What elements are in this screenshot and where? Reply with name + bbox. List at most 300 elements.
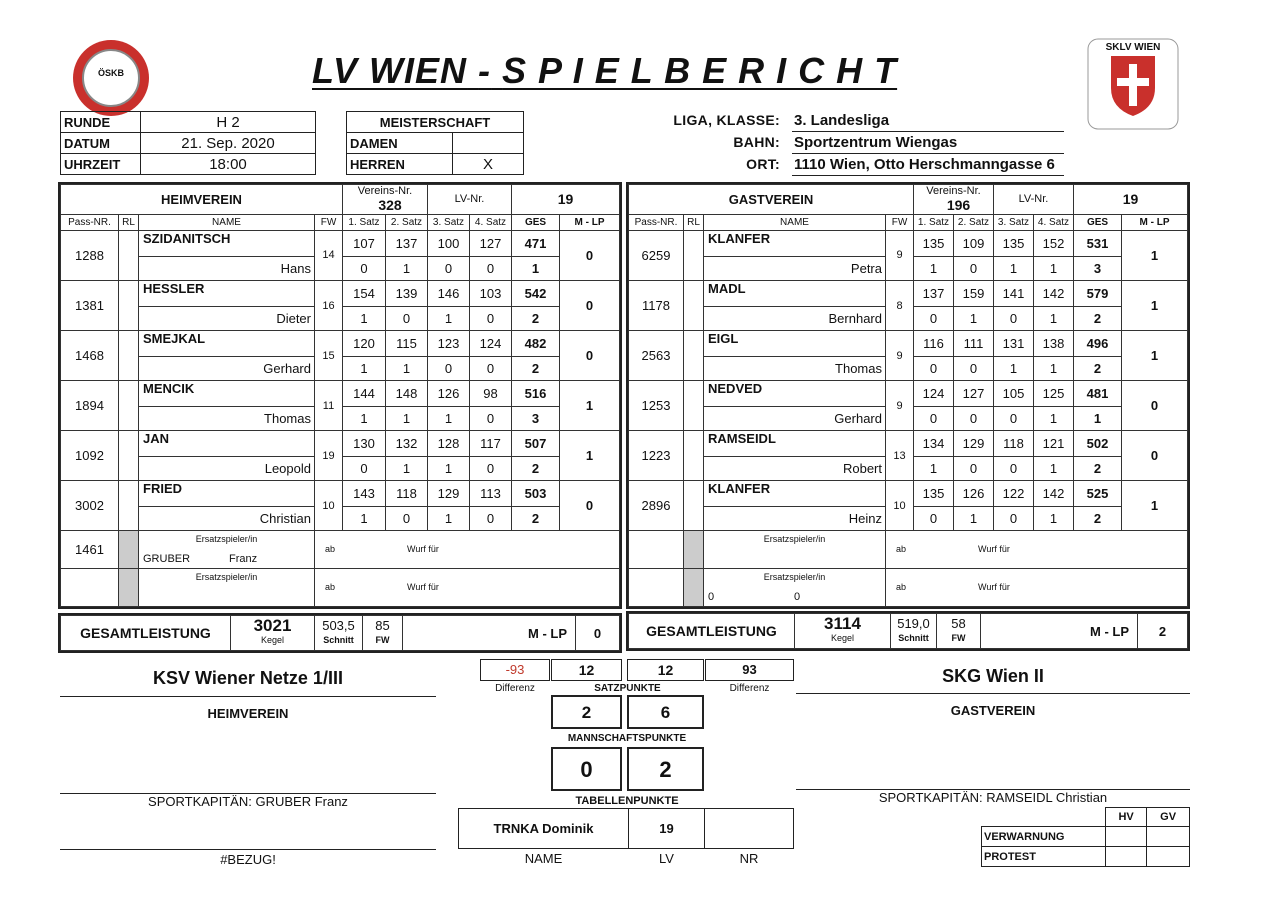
guest-team-name: SKG Wien II [942,666,1044,686]
player-first-name: Heinz [704,506,886,531]
meisterschaft-label: MEISTERSCHAFT [347,112,524,133]
home-sub1-name: GRUBER [143,553,191,566]
player-pass: 1223 [629,431,684,481]
player-set-score: 144 [343,381,386,407]
guest-sub1-label: Ersatzspieler/in [763,534,826,545]
player-last-name: SZIDANITSCH [139,230,315,256]
player-rl [684,381,704,431]
guest-total-kegel: 3114 [824,614,861,633]
player-fw: 10 [886,481,914,531]
player-fw: 11 [315,381,343,431]
home-total-kegel: 3021 [253,616,292,635]
player-set-point: 0 [470,456,512,481]
player-mlp: 0 [560,230,620,280]
verwarnung-hv [1106,827,1147,847]
player-set-point: 0 [428,256,470,281]
bahn-value: Sportzentrum Wiengas [792,132,1064,154]
title-dash: - [478,50,492,91]
home-player-row [61,230,620,256]
player-set-score: 116 [914,331,954,357]
player-mlp: 1 [560,431,620,481]
home-captain [60,794,436,809]
player-first-name: Petra [704,256,886,281]
mannschaftspunkte-label: MANNSCHAFTSPUNKTE [567,733,687,744]
home-sub1-pass: 1461 [61,531,119,569]
home-total-box [58,613,622,653]
satz-guest: 12 [627,659,704,681]
player-set-score: 125 [1034,381,1074,407]
guest-sub-row [629,569,1188,607]
home-sub2-rl [119,569,139,607]
satzpunkte-label: SATZPUNKTE [594,683,661,694]
player-set-score: 137 [386,230,428,256]
player-first-name: Leopold [139,456,315,481]
player-set-score: 130 [343,431,386,457]
mannschaft-home: 2 [551,695,622,729]
player-ges: 516 [512,381,560,407]
col-mlp: M - LP [560,214,620,230]
guest-captain-label: SPORTKAPITÄN: [878,790,983,805]
player-set-score: 129 [954,431,994,457]
player-first-name: Thomas [704,356,886,381]
guest-total-fw: 58 [951,616,966,631]
player-set-score: 141 [994,281,1034,307]
player-set-score: 129 [428,481,470,507]
home-player-row [61,381,620,407]
player-set-point: 0 [994,306,1034,331]
referee-lv-label: LV [629,849,705,869]
guest-captain [796,790,1190,805]
col-pass: Pass-NR. [629,214,684,230]
player-rl [684,230,704,280]
player-ges: 579 [1074,281,1122,307]
guest-sub2-rl [684,569,704,607]
player-fw: 9 [886,230,914,280]
player-rl [119,230,139,280]
player-set-score: 128 [428,431,470,457]
player-mlp: 0 [560,281,620,331]
home-vereins-label: Vereins-Nr. [357,185,413,198]
player-set-score: 122 [994,481,1034,507]
player-pass: 1288 [61,230,119,280]
player-mlp: 1 [1122,331,1188,381]
player-fw: 10 [315,481,343,531]
player-set-score: 123 [428,331,470,357]
home-player-row [61,281,620,307]
player-mlp: 1 [1122,481,1188,531]
col-pass: Pass-NR. [61,214,119,230]
referee-lv: 19 [629,809,705,849]
liga-label: LIGA, KLASSE: [673,112,780,128]
player-first-name: Gerhard [704,406,886,431]
player-pass: 1178 [629,281,684,331]
home-total-mlp-label: M - LP [403,616,576,651]
player-set-score: 146 [428,281,470,307]
player-set-score: 118 [994,431,1034,457]
player-ges: 502 [1074,431,1122,457]
player-first-name: Bernhard [704,306,886,331]
player-pass: 1092 [61,431,119,481]
tabellenpunkte-label: TABELLENPUNKTE [575,795,679,807]
col-s1: 1. Satz [343,214,386,230]
player-set-point: 1 [1034,356,1074,381]
player-first-name: Robert [704,456,886,481]
player-set-score: 142 [1034,481,1074,507]
player-set-point: 1 [914,456,954,481]
col-ges: GES [512,214,560,230]
home-player-row [61,331,620,357]
col-s3: 3. Satz [428,214,470,230]
home-lv-label: LV-Nr. [454,193,485,206]
guest-player-row [629,331,1188,357]
guest-sub2-first: 0 [794,591,801,603]
col-fw: FW [315,214,343,230]
title-lv-wien: LV WIEN [312,50,468,91]
player-set-point: 0 [914,406,954,431]
datum-label: DATUM [61,133,141,154]
player-last-name: MENCIK [139,381,315,407]
player-set-point: 1 [343,356,386,381]
verwarnung-gv [1147,827,1190,847]
player-sp-total: 1 [1074,406,1122,431]
referee-name: TRNKA Dominik [459,809,629,849]
player-set-score: 117 [470,431,512,457]
player-set-score: 135 [914,481,954,507]
home-role: HEIMVEREIN [207,706,289,721]
player-last-name: JAN [139,431,315,457]
player-set-point: 0 [470,406,512,431]
player-set-score: 152 [1034,230,1074,256]
player-set-score: 135 [914,230,954,256]
col-mlp: M - LP [1122,214,1188,230]
player-set-point: 1 [343,406,386,431]
col-s4: 4. Satz [470,214,512,230]
match-info-table [60,111,316,175]
player-set-score: 103 [470,281,512,307]
player-set-score: 124 [470,331,512,357]
col-ges: GES [1074,214,1122,230]
guest-total-schnitt-label: Schnitt [898,633,929,643]
guest-total-kegel-label: Kegel [830,633,855,643]
home-sub1-label: Ersatzspieler/in [195,534,258,545]
player-rl [119,481,139,531]
player-rl [119,331,139,381]
player-first-name: Gerhard [139,356,315,381]
player-pass: 1894 [61,381,119,431]
home-sub1-first: Franz [229,553,258,566]
player-set-score: 124 [914,381,954,407]
player-set-point: 0 [954,406,994,431]
home-sub1-rl [119,531,139,569]
player-first-name: Thomas [139,406,315,431]
player-set-point: 1 [1034,406,1074,431]
player-set-point: 1 [1034,506,1074,531]
player-set-score: 126 [428,381,470,407]
player-mlp: 1 [560,381,620,431]
player-mlp: 0 [560,481,620,531]
guest-player-row [629,431,1188,457]
guest-sub2-label: Ersatzspieler/in [763,572,826,583]
player-sp-total: 2 [1074,506,1122,531]
player-sp-total: 2 [1074,456,1122,481]
home-captain-name: GRUBER Franz [255,794,348,809]
guest-lv-label: LV-Nr. [1018,193,1049,206]
referee-nr [705,809,794,849]
player-mlp: 0 [560,331,620,381]
player-set-point: 0 [994,456,1034,481]
player-mlp: 1 [1122,230,1188,280]
player-set-score: 131 [994,331,1034,357]
player-first-name: Christian [139,506,315,531]
guest-lv-nr: 19 [1074,185,1188,215]
referee-name-label: NAME [459,849,629,869]
player-sp-total: 2 [512,306,560,331]
sklv-wien-logo-text: SKLV WIEN [1105,42,1161,53]
player-pass: 1381 [61,281,119,331]
player-mlp: 1 [1122,281,1188,331]
home-total-kegel-label: Kegel [260,635,285,645]
home-sub1-ab: ab [325,544,336,555]
player-pass: 6259 [629,230,684,280]
player-set-point: 0 [954,456,994,481]
uhrzeit-label: UHRZEIT [61,154,141,175]
player-last-name: SMEJKAL [139,331,315,357]
player-last-name: KLANFER [704,230,886,256]
oeskb-logo [73,40,149,116]
guest-player-row [629,381,1188,407]
player-set-point: 0 [914,356,954,381]
player-first-name: Hans [139,256,315,281]
home-sub2-label: Ersatzspieler/in [195,572,258,583]
guest-total-schnitt: 519,0 [897,616,930,631]
home-total-label: GESAMTLEISTUNG [61,616,231,651]
player-set-score: 113 [470,481,512,507]
player-set-point: 1 [428,406,470,431]
home-sub1-wurf: Wurf für [407,544,439,555]
guest-total-box [626,611,1190,651]
player-set-score: 154 [343,281,386,307]
player-fw: 16 [315,281,343,331]
home-captain-label: SPORTKAPITÄN: [148,794,252,809]
player-set-point: 0 [470,506,512,531]
guest-team-table [626,182,1190,609]
col-s2: 2. Satz [954,214,994,230]
page-title [312,50,897,92]
player-last-name: KLANFER [704,481,886,507]
player-set-point: 1 [954,306,994,331]
home-vereins-nr: 328 [378,197,402,214]
player-set-score: 115 [386,331,428,357]
player-ges: 503 [512,481,560,507]
player-set-point: 0 [343,256,386,281]
player-set-score: 109 [954,230,994,256]
player-pass: 2563 [629,331,684,381]
player-set-point: 1 [386,256,428,281]
player-sp-total: 2 [512,356,560,381]
player-mlp: 0 [1122,431,1188,481]
guest-sub-row [629,531,1188,569]
col-s3: 3. Satz [994,214,1034,230]
protest-hv [1106,847,1147,867]
player-set-score: 132 [386,431,428,457]
player-rl [684,481,704,531]
player-set-score: 135 [994,230,1034,256]
player-ges: 525 [1074,481,1122,507]
col-rl: RL [684,214,704,230]
guest-sub2-ab: ab [896,582,907,593]
player-sp-total: 2 [512,506,560,531]
player-rl [684,331,704,381]
player-set-point: 0 [470,256,512,281]
guest-role: GASTVEREIN [950,703,1036,718]
home-sub-row [61,531,620,569]
oeskb-logo-text: ÖSKB [82,49,140,107]
guest-sub2-name: 0 [708,591,715,603]
guest-player-row [629,281,1188,307]
player-mlp: 0 [1122,381,1188,431]
player-set-score: 107 [343,230,386,256]
guest-vereins-label: Vereins-Nr. [926,185,981,198]
meisterschaft-table [346,111,524,175]
col-name: NAME [704,214,886,230]
player-fw: 13 [886,431,914,481]
player-set-point: 0 [914,506,954,531]
diff-home: -93 [480,659,550,681]
player-ges: 542 [512,281,560,307]
player-sp-total: 3 [1074,256,1122,281]
home-team-name: KSV Wiener Netze 1/III [153,668,343,688]
player-set-score: 100 [428,230,470,256]
damen-label: DAMEN [347,133,453,154]
home-sub2-pass [61,569,119,607]
player-set-score: 139 [386,281,428,307]
warning-table [981,807,1190,867]
player-set-point: 1 [428,306,470,331]
tabelle-guest: 2 [627,747,704,791]
player-last-name: MADL [704,281,886,307]
player-rl [119,431,139,481]
guest-player-row [629,230,1188,256]
liga-value: 3. Landesliga [792,110,1064,132]
guest-player-row [629,481,1188,507]
protest-gv [1147,847,1190,867]
guest-total-mlp: 2 [1138,614,1188,649]
home-sub-row [61,569,620,607]
player-pass: 3002 [61,481,119,531]
player-ges: 481 [1074,381,1122,407]
player-ges: 507 [512,431,560,457]
col-s2: 2. Satz [386,214,428,230]
diff-guest-label: Differenz [729,683,770,694]
guest-sub1-wurf: Wurf für [978,544,1010,555]
player-set-point: 1 [914,256,954,281]
player-set-score: 118 [386,481,428,507]
home-bezug: #BEZUG! [220,852,276,867]
player-fw: 19 [315,431,343,481]
col-fw: FW [886,214,914,230]
player-set-point: 1 [386,356,428,381]
guest-captain-name: RAMSEIDL Christian [986,790,1108,805]
player-set-point: 1 [954,506,994,531]
player-set-point: 0 [470,356,512,381]
player-sp-total: 2 [512,456,560,481]
guest-sub2-wurf: Wurf für [978,582,1010,593]
player-set-score: 126 [954,481,994,507]
home-team-table [58,182,622,609]
player-sp-total: 1 [512,256,560,281]
player-set-point: 0 [994,506,1034,531]
guest-sub1-pass [629,531,684,569]
guest-title: GASTVEREIN [629,185,914,215]
guest-sub2-pass [629,569,684,607]
player-set-point: 0 [954,256,994,281]
hv-label: HV [1106,808,1147,827]
satz-home: 12 [551,659,622,681]
player-last-name: RAMSEIDL [704,431,886,457]
player-set-point: 0 [343,456,386,481]
home-total-schnitt: 503,5 [322,618,355,633]
player-rl [119,381,139,431]
gv-label: GV [1147,808,1190,827]
player-set-point: 0 [386,306,428,331]
guest-sub1-rl [684,531,704,569]
player-set-point: 1 [1034,456,1074,481]
title-spielbericht: S P I E L B E R I C H T [502,50,898,91]
verwarnung-label: VERWARNUNG [982,827,1106,847]
ort-label: ORT: [746,156,780,172]
player-set-score: 143 [343,481,386,507]
player-ges: 471 [512,230,560,256]
player-sp-total: 2 [1074,306,1122,331]
player-sp-total: 3 [512,406,560,431]
player-set-point: 1 [343,306,386,331]
player-set-score: 121 [1034,431,1074,457]
player-set-score: 120 [343,331,386,357]
damen-mark [453,133,524,154]
runde-label: RUNDE [61,112,141,133]
player-set-point: 0 [470,306,512,331]
player-ges: 531 [1074,230,1122,256]
player-rl [684,281,704,331]
tabelle-home: 0 [551,747,622,791]
col-s1: 1. Satz [914,214,954,230]
player-fw: 15 [315,331,343,381]
player-set-score: 127 [470,230,512,256]
protest-label: PROTEST [982,847,1106,867]
player-set-point: 1 [1034,306,1074,331]
player-set-point: 1 [994,256,1034,281]
player-last-name: HESSLER [139,281,315,307]
datum-value: 21. Sep. 2020 [141,133,316,154]
player-last-name: FRIED [139,481,315,507]
player-pass: 1253 [629,381,684,431]
home-player-row [61,481,620,507]
player-set-point: 0 [914,306,954,331]
col-s4: 4. Satz [1034,214,1074,230]
player-fw: 14 [315,230,343,280]
player-rl [119,281,139,331]
bahn-label: BAHN: [733,134,780,150]
home-sub2-ab: ab [325,582,336,593]
player-set-score: 105 [994,381,1034,407]
player-fw: 9 [886,331,914,381]
home-total-fw-label: FW [375,635,390,645]
player-set-point: 1 [428,506,470,531]
player-set-point: 1 [386,406,428,431]
diff-guest: 93 [705,659,794,681]
player-set-point: 0 [954,356,994,381]
player-set-point: 1 [428,456,470,481]
